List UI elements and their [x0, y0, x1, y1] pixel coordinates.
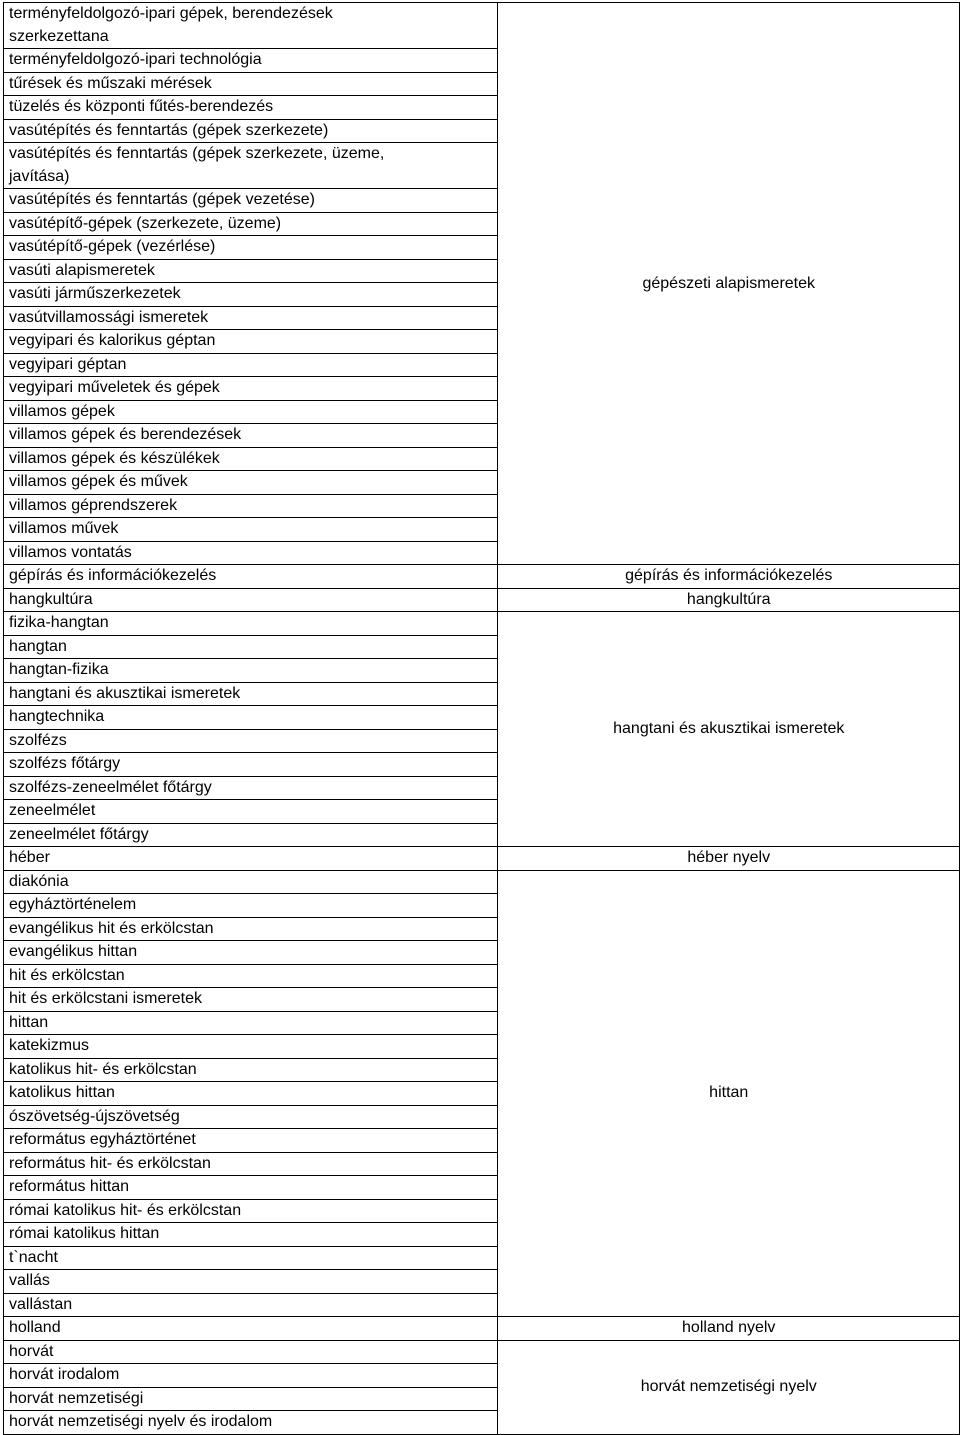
subject-name-cell	[4, 1011, 498, 1035]
subject-name-text: villamos gépek és készülékek	[9, 449, 220, 467]
subject-name-text: római katolikus hit- és erkölcstan	[9, 1201, 242, 1219]
subject-name-text: horvát nemzetiségi	[9, 1389, 144, 1407]
subject-name-cell	[4, 119, 498, 143]
category-text: horvát nemzetiségi nyelv	[640, 1378, 817, 1395]
table-row	[4, 3, 960, 49]
subject-name-cell	[4, 189, 498, 213]
subject-name-cell	[4, 682, 498, 706]
table-row	[4, 612, 960, 636]
subject-name-cell	[4, 1246, 498, 1270]
subject-name-cell	[4, 1293, 498, 1317]
subject-name-cell	[4, 776, 498, 800]
table-row	[4, 588, 960, 612]
subject-name-cell	[4, 259, 498, 283]
subject-name-cell	[4, 635, 498, 659]
subject-name-cell	[4, 823, 498, 847]
subject-name-cell	[4, 894, 498, 918]
category-cell	[498, 847, 960, 871]
subject-name-text: villamos művek	[9, 520, 119, 537]
subject-name-cell	[4, 377, 498, 401]
subject-name-cell	[4, 1364, 498, 1388]
subject-name-cell	[4, 588, 498, 612]
subject-name-cell	[4, 1035, 498, 1059]
subject-name-cell	[4, 447, 498, 471]
subject-name-cell	[4, 72, 498, 96]
subject-name-cell	[4, 1387, 498, 1411]
subject-name-text: református egyháztörténet	[9, 1131, 196, 1148]
subject-name-cell	[4, 1105, 498, 1129]
category-cell	[498, 588, 960, 612]
subject-name-cell	[4, 1199, 498, 1223]
subject-name-text: katolikus hit- és erkölcstan	[9, 1060, 197, 1078]
subject-name-text: katolikus hittan	[9, 1084, 115, 1101]
subject-name-cell	[4, 565, 498, 589]
subject-name-cell	[4, 494, 498, 518]
subject-name-text: villamos vontatás	[9, 543, 132, 561]
subject-name-cell	[4, 96, 498, 120]
subject-name-text: diakónia	[9, 872, 69, 890]
subject-name-cell	[4, 847, 498, 871]
subject-name-text: horvát irodalom	[9, 1366, 120, 1383]
subject-name-cell	[4, 729, 498, 753]
subject-name-text: katekizmus	[9, 1037, 90, 1054]
subject-name-text: hangtechnika	[9, 708, 105, 725]
subject-name-cell	[4, 541, 498, 565]
subject-name-cell	[4, 400, 498, 424]
subject-name-text: tüzelés és központi fűtés-berendezés	[9, 98, 274, 115]
table-row	[4, 1340, 960, 1364]
subject-name-text: hangtan	[9, 637, 67, 655]
subject-name-text: vasúti járműszerkezetek	[9, 285, 181, 302]
subject-name-text: római katolikus hittan	[9, 1225, 160, 1242]
subject-name-text: horvát	[9, 1342, 54, 1360]
subject-name-cell	[4, 1082, 498, 1106]
subject-name-text: javítása)	[9, 167, 70, 185]
subject-mapping-table	[3, 2, 960, 1435]
subject-name-text: holland	[9, 1319, 61, 1336]
subject-name-text: zeneelmélet főtárgy	[9, 825, 149, 843]
category-text: héber nyelv	[687, 849, 771, 867]
category-cell	[498, 870, 960, 1317]
subject-name-cell	[4, 964, 498, 988]
subject-name-cell	[4, 917, 498, 941]
subject-name-text: tűrések és műszaki mérések	[9, 74, 212, 92]
subject-name-text: villamos gépek és berendezések	[9, 426, 242, 443]
subject-name-text: hit és erkölcstan	[9, 966, 125, 984]
table-row	[4, 870, 960, 894]
subject-name-text: vallás	[9, 1272, 50, 1289]
category-cell	[498, 3, 960, 565]
subject-name-text: vasúti alapismeretek	[9, 261, 155, 279]
subject-name-cell	[4, 1223, 498, 1247]
subject-name-text: hit és erkölcstani ismeretek	[9, 990, 202, 1007]
category-text: gépírás és információkezelés	[625, 567, 833, 585]
table-body	[4, 3, 960, 1435]
subject-name-cell	[4, 941, 498, 965]
category-text: holland nyelv	[682, 1319, 776, 1337]
subject-name-cell	[4, 1129, 498, 1153]
subject-name-text: hittan	[9, 1013, 49, 1031]
subject-name-text: szerkezettana	[9, 27, 109, 45]
subject-name-text: villamos gépek	[9, 402, 115, 420]
table-row	[4, 1317, 960, 1341]
subject-name-text: vasútépítés és fenntartás (gépek szerkezete, üzeme,	[9, 145, 385, 162]
subject-name-cell	[4, 236, 498, 260]
subject-name-text: vasútépítő-gépek (vezérlése)	[9, 238, 216, 255]
subject-name-cell	[4, 659, 498, 683]
subject-name-text: ószövetség-újszövetség	[9, 1107, 180, 1125]
subject-name-cell	[4, 518, 498, 542]
subject-name-text: vasútépítés és fenntartás (gépek szerkezete)	[9, 121, 329, 139]
subject-name-text: zeneelmélet	[9, 802, 96, 819]
subject-name-cell	[4, 870, 498, 894]
subject-name-cell	[4, 306, 498, 330]
subject-name-cell	[4, 1317, 498, 1341]
subject-name-text: hangtani és akusztikai ismeretek	[9, 684, 241, 702]
subject-name-text: szolfézs-zeneelmélet főtárgy	[9, 778, 212, 796]
category-text: hangtani és akusztikai ismeretek	[613, 720, 845, 737]
subject-name-cell	[4, 753, 498, 777]
subject-name-text: evangélikus hittan	[9, 943, 138, 960]
category-cell	[498, 1317, 960, 1341]
subject-name-text: horvát nemzetiségi nyelv és irodalom	[9, 1413, 273, 1430]
subject-name-text: héber	[9, 849, 50, 866]
category-cell	[498, 565, 960, 589]
subject-name-cell	[4, 212, 498, 236]
subject-name-cell	[4, 353, 498, 377]
subject-name-text: villamos gépek és művek	[9, 473, 188, 490]
subject-name-cell	[4, 612, 498, 636]
subject-name-cell	[4, 988, 498, 1012]
subject-name-cell	[4, 800, 498, 824]
subject-name-text: t`nacht	[9, 1248, 58, 1266]
subject-name-cell	[4, 1340, 498, 1364]
subject-name-text: vegyipari műveletek és gépek	[9, 379, 220, 396]
subject-name-text: vasútépítés és fenntartás (gépek vezetése)	[9, 191, 315, 208]
subject-name-cell	[4, 424, 498, 448]
subject-name-text: evangélikus hit és erkölcstan	[9, 919, 214, 937]
subject-name-cell	[4, 1411, 498, 1435]
subject-name-text: gépírás és információkezelés	[9, 567, 217, 584]
table-row	[4, 847, 960, 871]
subject-name-text: vasútépítő-gépek (szerkezete, üzeme)	[9, 214, 282, 232]
subject-name-cell	[4, 706, 498, 730]
subject-name-text: terményfeldolgozó-ipari technológia	[9, 51, 262, 68]
subject-name-text: hangtan-fizika	[9, 661, 109, 678]
subject-name-cell	[4, 330, 498, 354]
subject-name-text: vegyipari és kalorikus géptan	[9, 332, 216, 349]
subject-name-cell	[4, 1176, 498, 1200]
category-text: hittan	[709, 1084, 749, 1102]
subject-name-text: református hit- és erkölcstan	[9, 1154, 211, 1172]
subject-name-cell	[4, 1270, 498, 1294]
category-cell	[498, 1340, 960, 1434]
subject-name-cell	[4, 49, 498, 73]
subject-name-text: terményfeldolgozó-ipari gépek, berendezések	[9, 5, 333, 22]
subject-name-cell	[4, 143, 498, 189]
subject-name-text: szolfézs főtárgy	[9, 755, 121, 772]
subject-name-cell	[4, 1058, 498, 1082]
subject-name-cell	[4, 1152, 498, 1176]
subject-name-text: vasútvillamossági ismeretek	[9, 308, 209, 326]
subject-name-text: vegyipari géptan	[9, 355, 127, 373]
subject-name-text: fizika-hangtan	[9, 614, 109, 631]
category-text: gépészeti alapismeretek	[642, 274, 816, 292]
subject-name-cell	[4, 3, 498, 49]
subject-name-text: egyháztörténelem	[9, 896, 137, 913]
subject-name-text: hangkultúra	[9, 590, 93, 608]
subject-name-text: villamos géprendszerek	[9, 496, 178, 514]
subject-name-cell	[4, 283, 498, 307]
table-row	[4, 565, 960, 589]
subject-name-cell	[4, 471, 498, 495]
category-cell	[498, 612, 960, 847]
subject-name-text: református hittan	[9, 1178, 130, 1195]
subject-name-text: szolfézs	[9, 731, 67, 749]
category-text: hangkultúra	[686, 590, 771, 608]
subject-name-text: vallástan	[9, 1295, 73, 1313]
